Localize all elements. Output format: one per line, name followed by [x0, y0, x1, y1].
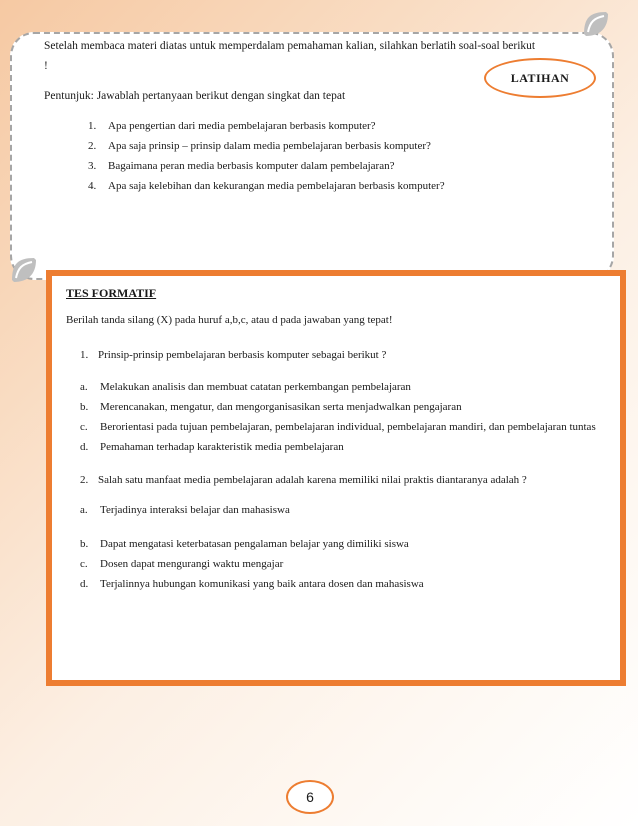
list-item: 2. Apa saja prinsip – prinsip dalam media pembelajaran berbasis komputer? [88, 140, 431, 152]
tes-instruction: Berilah tanda silang (X) pada huruf a,b,c, atau d pada jawaban yang tepat! [66, 314, 393, 326]
option-c[interactable]: c. Berorientasi pada tujuan pembelajaran, pembelajaran individual, pembelajaran mandiri, dan pembelajaran tuntas [80, 421, 596, 433]
option-a[interactable]: a. Melakukan analisis dan membuat catatan perkembangan pembelajaran [80, 381, 411, 393]
latihan-intro-end: ! [44, 60, 48, 72]
tes-formatif-box [46, 270, 626, 686]
option-c[interactable]: c. Dosen dapat mengurangi waktu mengajar [80, 558, 284, 570]
option-d[interactable]: d. Pemahaman terhadap karakteristik media pembelajaran [80, 441, 344, 453]
page-number: 6 [286, 780, 334, 814]
latihan-question-list [44, 118, 604, 198]
latihan-instruction: Pentunjuk: Jawablah pertanyaan berikut dengan singkat dan tepat [44, 90, 346, 102]
option-a[interactable]: a. Terjadinya interaksi belajar dan mahasiswa [80, 504, 290, 516]
option-b[interactable]: b. Merencanakan, mengatur, dan mengorganisasikan serta menjadwalkan pengajaran [80, 401, 462, 413]
question-1-options [66, 377, 612, 457]
question-2-options [66, 500, 612, 520]
list-item: 1. Apa pengertian dari media pembelajaran berbasis komputer? [88, 120, 376, 132]
tes-title: TES FORMATIF [66, 286, 157, 300]
latihan-badge: LATIHAN [484, 58, 596, 98]
list-item: 3. Bagaimana peran media berbasis komputer dalam pembelajaran? [88, 160, 395, 172]
page-curl-icon [580, 8, 612, 40]
option-d[interactable]: d. Terjalinnya hubungan komunikasi yang baik antara dosen dan mahasiswa [80, 578, 424, 590]
list-item: 4. Apa saja kelebihan dan kekurangan media pembelajaran berbasis komputer? [88, 180, 445, 192]
page-curl-icon [8, 254, 40, 286]
question-1: 1. Prinsip-prinsip pembelajaran berbasis komputer sebagai berikut ? [80, 349, 387, 361]
latihan-intro: Setelah membaca materi diatas untuk memperdalam pemahaman kalian, silahkan berlatih soal-soal berikut [44, 40, 536, 52]
question-2-options-continued [66, 534, 612, 594]
tes-formatif-content [52, 276, 620, 680]
option-b[interactable]: b. Dapat mengatasi keterbatasan pengalaman belajar yang dimiliki siswa [80, 538, 409, 550]
question-2: 2. Salah satu manfaat media pembelajaran adalah karena memiliki nilai praktis diantaranya adalah ? [80, 474, 527, 486]
